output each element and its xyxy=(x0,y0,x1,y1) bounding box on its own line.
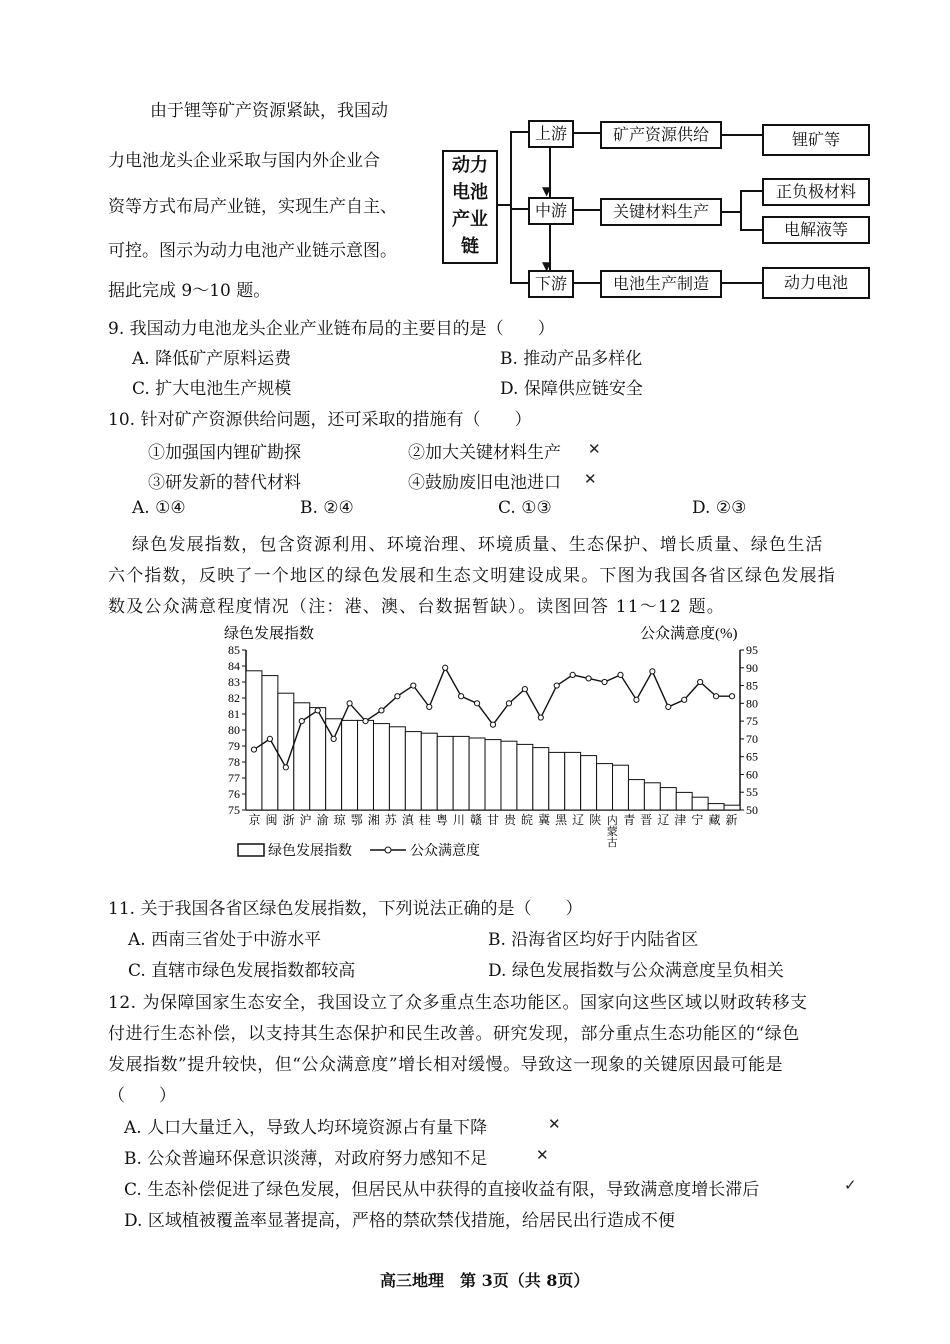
q9-stem: 9. 我国动力电池龙头企业产业链布局的主要目的是（ ） xyxy=(108,319,555,339)
green-index-bar xyxy=(437,736,453,810)
satisfaction-point xyxy=(443,665,448,670)
right-tick-label: 90 xyxy=(746,660,758,675)
category-label: 桂 xyxy=(418,813,431,827)
q10-item-2: ②加大关键材料生产 xyxy=(408,443,561,463)
right-tick-label: 80 xyxy=(746,696,758,711)
satisfaction-point xyxy=(363,719,368,724)
legend-line-label: 公众满意度 xyxy=(410,844,480,859)
category-label: 冀 xyxy=(538,813,551,827)
category-label: 渝 xyxy=(316,813,329,827)
satisfaction-point xyxy=(554,683,559,688)
left-tick-label: 76 xyxy=(228,787,240,801)
left-tick-label: 78 xyxy=(228,755,240,769)
satisfaction-point xyxy=(570,672,575,677)
category-label: 内 xyxy=(606,815,618,827)
satisfaction-point xyxy=(427,704,432,709)
mid-step-box: 关键材料生产 xyxy=(600,198,722,226)
category-label: 粤 xyxy=(435,813,448,827)
down-step-box: 电池生产制造 xyxy=(600,270,722,298)
left-tick-label: 75 xyxy=(228,803,240,817)
up-output-box: 锂矿等 xyxy=(762,124,870,156)
category-label: 甘 xyxy=(486,813,500,827)
q9-option-b: B. 推动产品多样化 xyxy=(500,349,643,369)
green-index-bar xyxy=(469,738,485,810)
page-footer: 高三地理 第 3页（共 8页） xyxy=(380,1271,590,1290)
category-label: 京 xyxy=(248,813,261,827)
passage-line-1: 绿色发展指数，包含资源利用、环境治理、环境质量、生态保护、增长质量、绿色生活 xyxy=(132,535,824,555)
category-label: 晋 xyxy=(640,813,653,827)
satisfaction-point xyxy=(474,701,479,706)
satisfaction-point xyxy=(315,708,320,713)
q11-option-a: A. 西南三省处于中游水平 xyxy=(128,930,322,950)
upstream-box: 上游 xyxy=(528,120,574,148)
category-label: 辽 xyxy=(572,813,585,827)
check-mark-icon: ✓ xyxy=(844,1176,857,1194)
green-index-bar xyxy=(405,732,421,810)
q11-option-d: D. 绿色发展指数与公众满意度呈负相关 xyxy=(488,961,784,981)
q12-line-3: 发展指数”提升较快，但“公众满意度”增长相对缓慢。导致这一现象的关键原因最可能是 xyxy=(108,1055,784,1075)
right-tick-label: 55 xyxy=(746,785,758,800)
left-tick-label: 77 xyxy=(228,771,240,785)
category-label: 辽 xyxy=(657,813,670,827)
satisfaction-point xyxy=(522,687,527,692)
category-label: 浙 xyxy=(282,813,295,827)
satisfaction-point xyxy=(650,669,655,674)
left-tick-label: 85 xyxy=(228,643,240,657)
category-label: 藏 xyxy=(708,813,721,827)
satisfaction-point xyxy=(251,747,256,752)
satisfaction-point xyxy=(347,701,352,706)
right-tick-label: 70 xyxy=(746,731,758,746)
legend-bar-label: 绿色发展指数 xyxy=(268,844,352,859)
intro-line-3: 资等方式布局产业链，实现生产自主、 xyxy=(108,197,397,217)
green-index-bar xyxy=(628,780,644,810)
green-index-bar xyxy=(660,788,676,810)
q12-option-c: C. 生态补偿促进了绿色发展，但居民从中获得的直接收益有限，导致满意度增长滞后 xyxy=(124,1180,760,1200)
q10-item-3: ③研发新的替代材料 xyxy=(148,473,301,493)
q12-option-b: B. 公众普遍环保意识淡薄，对政府努力感知不足 xyxy=(124,1149,488,1169)
q10-option-d: D. ②③ xyxy=(692,498,747,518)
green-index-bar xyxy=(326,719,342,810)
green-index-bar xyxy=(644,783,660,810)
category-label: 苏 xyxy=(384,813,397,827)
green-index-bar xyxy=(373,724,389,810)
satisfaction-point xyxy=(634,697,639,702)
chart-right-axis-title: 公众满意度(%) xyxy=(640,626,738,642)
intro-line-4: 可控。图示为动力电池产业链示意图。 xyxy=(108,241,397,261)
category-label: 蒙 xyxy=(606,826,618,838)
q12-line-2: 付进行生态补偿，以支持其生态保护和民生改善。研究发现，部分重点生态功能区的“绿色 xyxy=(108,1024,800,1044)
category-label: 琼 xyxy=(333,813,346,827)
passage-line-3: 数及公众满意程度情况（注：港、澳、台数据暂缺）。读图回答 11～12 题。 xyxy=(108,597,725,617)
category-label: 闽 xyxy=(265,813,278,827)
satisfaction-point xyxy=(331,736,336,741)
green-index-bar xyxy=(485,740,501,810)
legend-bar-swatch xyxy=(238,844,264,856)
cross-mark-icon: ✕ xyxy=(584,470,597,488)
q9-option-c: C. 扩大电池生产规模 xyxy=(132,379,292,399)
green-index-bar xyxy=(565,752,581,810)
q10-item-1: ①加强国内锂矿勘探 xyxy=(148,443,301,463)
category-label: 陕 xyxy=(589,813,602,827)
right-tick-label: 50 xyxy=(746,803,758,817)
right-tick-label: 95 xyxy=(746,643,758,657)
category-label: 宁 xyxy=(691,813,704,827)
chain-root-box: 动力电池产业链 xyxy=(442,150,498,264)
left-tick-label: 79 xyxy=(228,739,240,753)
satisfaction-point xyxy=(602,679,607,684)
mid-output-box-1: 正负极材料 xyxy=(762,178,870,206)
satisfaction-point xyxy=(506,701,511,706)
green-index-bar xyxy=(517,744,533,810)
green-index-bar xyxy=(310,708,326,810)
satisfaction-point xyxy=(283,765,288,770)
arrow-down-icon: ▼ xyxy=(542,259,552,273)
q10-stem: 10. 针对矿产资源供给问题，还可采取的措施有（ ） xyxy=(108,410,532,430)
satisfaction-point xyxy=(411,683,416,688)
q12-line-4: （ ） xyxy=(108,1086,176,1106)
satisfaction-point xyxy=(379,708,384,713)
category-label: 青 xyxy=(623,813,636,827)
left-tick-label: 80 xyxy=(228,723,240,737)
satisfaction-point xyxy=(299,719,304,724)
intro-line-1: 由于锂等矿产资源紧缺，我国动 xyxy=(150,101,388,121)
green-index-bar xyxy=(501,741,517,810)
category-label: 新 xyxy=(725,813,738,827)
satisfaction-point xyxy=(713,694,718,699)
satisfaction-point xyxy=(538,715,543,720)
green-index-bar xyxy=(708,804,724,810)
up-step-box: 矿产资源供给 xyxy=(600,121,722,149)
green-index-bar xyxy=(724,805,740,810)
satisfaction-point xyxy=(682,697,687,702)
q11-option-b: B. 沿海省区均好于内陆省区 xyxy=(488,930,699,950)
category-label: 鄂 xyxy=(350,813,363,827)
q10-option-a: A. ①④ xyxy=(132,498,186,518)
q12-option-a: A. 人口大量迁入，导致人均环境资源占有量下降 xyxy=(124,1118,488,1138)
green-index-bar xyxy=(533,748,549,810)
passage-line-2: 六个指数，反映了一个地区的绿色发展和生态文明建设成果。下图为我国各省区绿色发展指 xyxy=(108,566,836,586)
satisfaction-point xyxy=(618,672,623,677)
green-index-bar xyxy=(246,671,262,810)
left-tick-label: 83 xyxy=(228,675,240,689)
satisfaction-point xyxy=(490,722,495,727)
green-index-chart xyxy=(210,620,790,870)
chart-left-axis-title: 绿色发展指数 xyxy=(224,626,315,642)
category-label: 滇 xyxy=(401,813,414,827)
category-label: 贵 xyxy=(504,813,517,827)
category-label: 黑 xyxy=(555,813,568,827)
intro-line-2: 力电池龙头企业采取与国内外企业合 xyxy=(108,151,380,171)
left-tick-label: 84 xyxy=(228,659,240,673)
q12-line-1: 12. 为保障国家生态安全，我国设立了众多重点生态功能区。国家向这些区域以财政转移支 xyxy=(108,993,808,1013)
left-tick-label: 82 xyxy=(228,691,240,705)
green-index-bar xyxy=(421,733,437,810)
legend-line-marker xyxy=(385,847,391,853)
satisfaction-point xyxy=(698,679,703,684)
intro-line-5: 据此完成 9～10 题。 xyxy=(108,281,271,301)
right-tick-label: 85 xyxy=(746,678,758,693)
q11-stem: 11. 关于我国各省区绿色发展指数，下列说法正确的是（ ） xyxy=(108,899,583,919)
category-label: 赣 xyxy=(469,813,482,827)
satisfaction-point xyxy=(729,694,734,699)
midstream-box: 中游 xyxy=(528,197,574,225)
category-label: 古 xyxy=(606,837,618,849)
down-output-box: 动力电池 xyxy=(762,267,870,299)
green-index-bar xyxy=(549,752,565,810)
q10-option-c: C. ①③ xyxy=(498,498,552,518)
satisfaction-point xyxy=(267,736,272,741)
satisfaction-point xyxy=(666,704,671,709)
q12-option-d: D. 区域植被覆盖率显著提高，严格的禁砍禁伐措施，给居民出行造成不便 xyxy=(124,1211,675,1231)
green-index-bar xyxy=(676,792,692,810)
category-label: 津 xyxy=(674,813,687,827)
mid-output-box-2: 电解液等 xyxy=(762,216,870,244)
cross-mark-icon: ✕ xyxy=(548,1115,561,1133)
green-index-bar xyxy=(581,756,597,810)
green-index-bar xyxy=(597,764,613,810)
satisfaction-point xyxy=(459,694,464,699)
q11-option-c: C. 直辖市绿色发展指数都较高 xyxy=(128,961,356,981)
category-label: 湘 xyxy=(367,813,380,827)
green-index-bar xyxy=(692,797,708,810)
green-index-bar xyxy=(389,727,405,810)
green-index-bar xyxy=(613,765,629,810)
category-label: 沪 xyxy=(299,813,312,827)
q10-option-b: B. ②④ xyxy=(300,498,354,518)
cross-mark-icon: ✕ xyxy=(536,1146,549,1164)
satisfaction-point xyxy=(586,676,591,681)
green-index-bar xyxy=(453,736,469,810)
arrow-down-icon: ▼ xyxy=(542,184,552,198)
right-tick-label: 65 xyxy=(746,749,758,764)
right-tick-label: 60 xyxy=(746,767,758,782)
satisfaction-point xyxy=(395,694,400,699)
q10-item-4: ④鼓励废旧电池进口 xyxy=(408,473,561,493)
cross-mark-icon: ✕ xyxy=(588,440,601,458)
right-tick-label: 75 xyxy=(746,714,758,729)
downstream-box: 下游 xyxy=(528,270,574,298)
category-label: 皖 xyxy=(521,813,534,827)
category-label: 川 xyxy=(452,813,465,827)
green-index-bar xyxy=(358,720,374,810)
left-tick-label: 81 xyxy=(228,707,240,721)
q9-option-d: D. 保障供应链安全 xyxy=(500,379,643,399)
green-index-bar xyxy=(342,720,358,810)
q9-option-a: A. 降低矿产原料运费 xyxy=(132,349,292,369)
